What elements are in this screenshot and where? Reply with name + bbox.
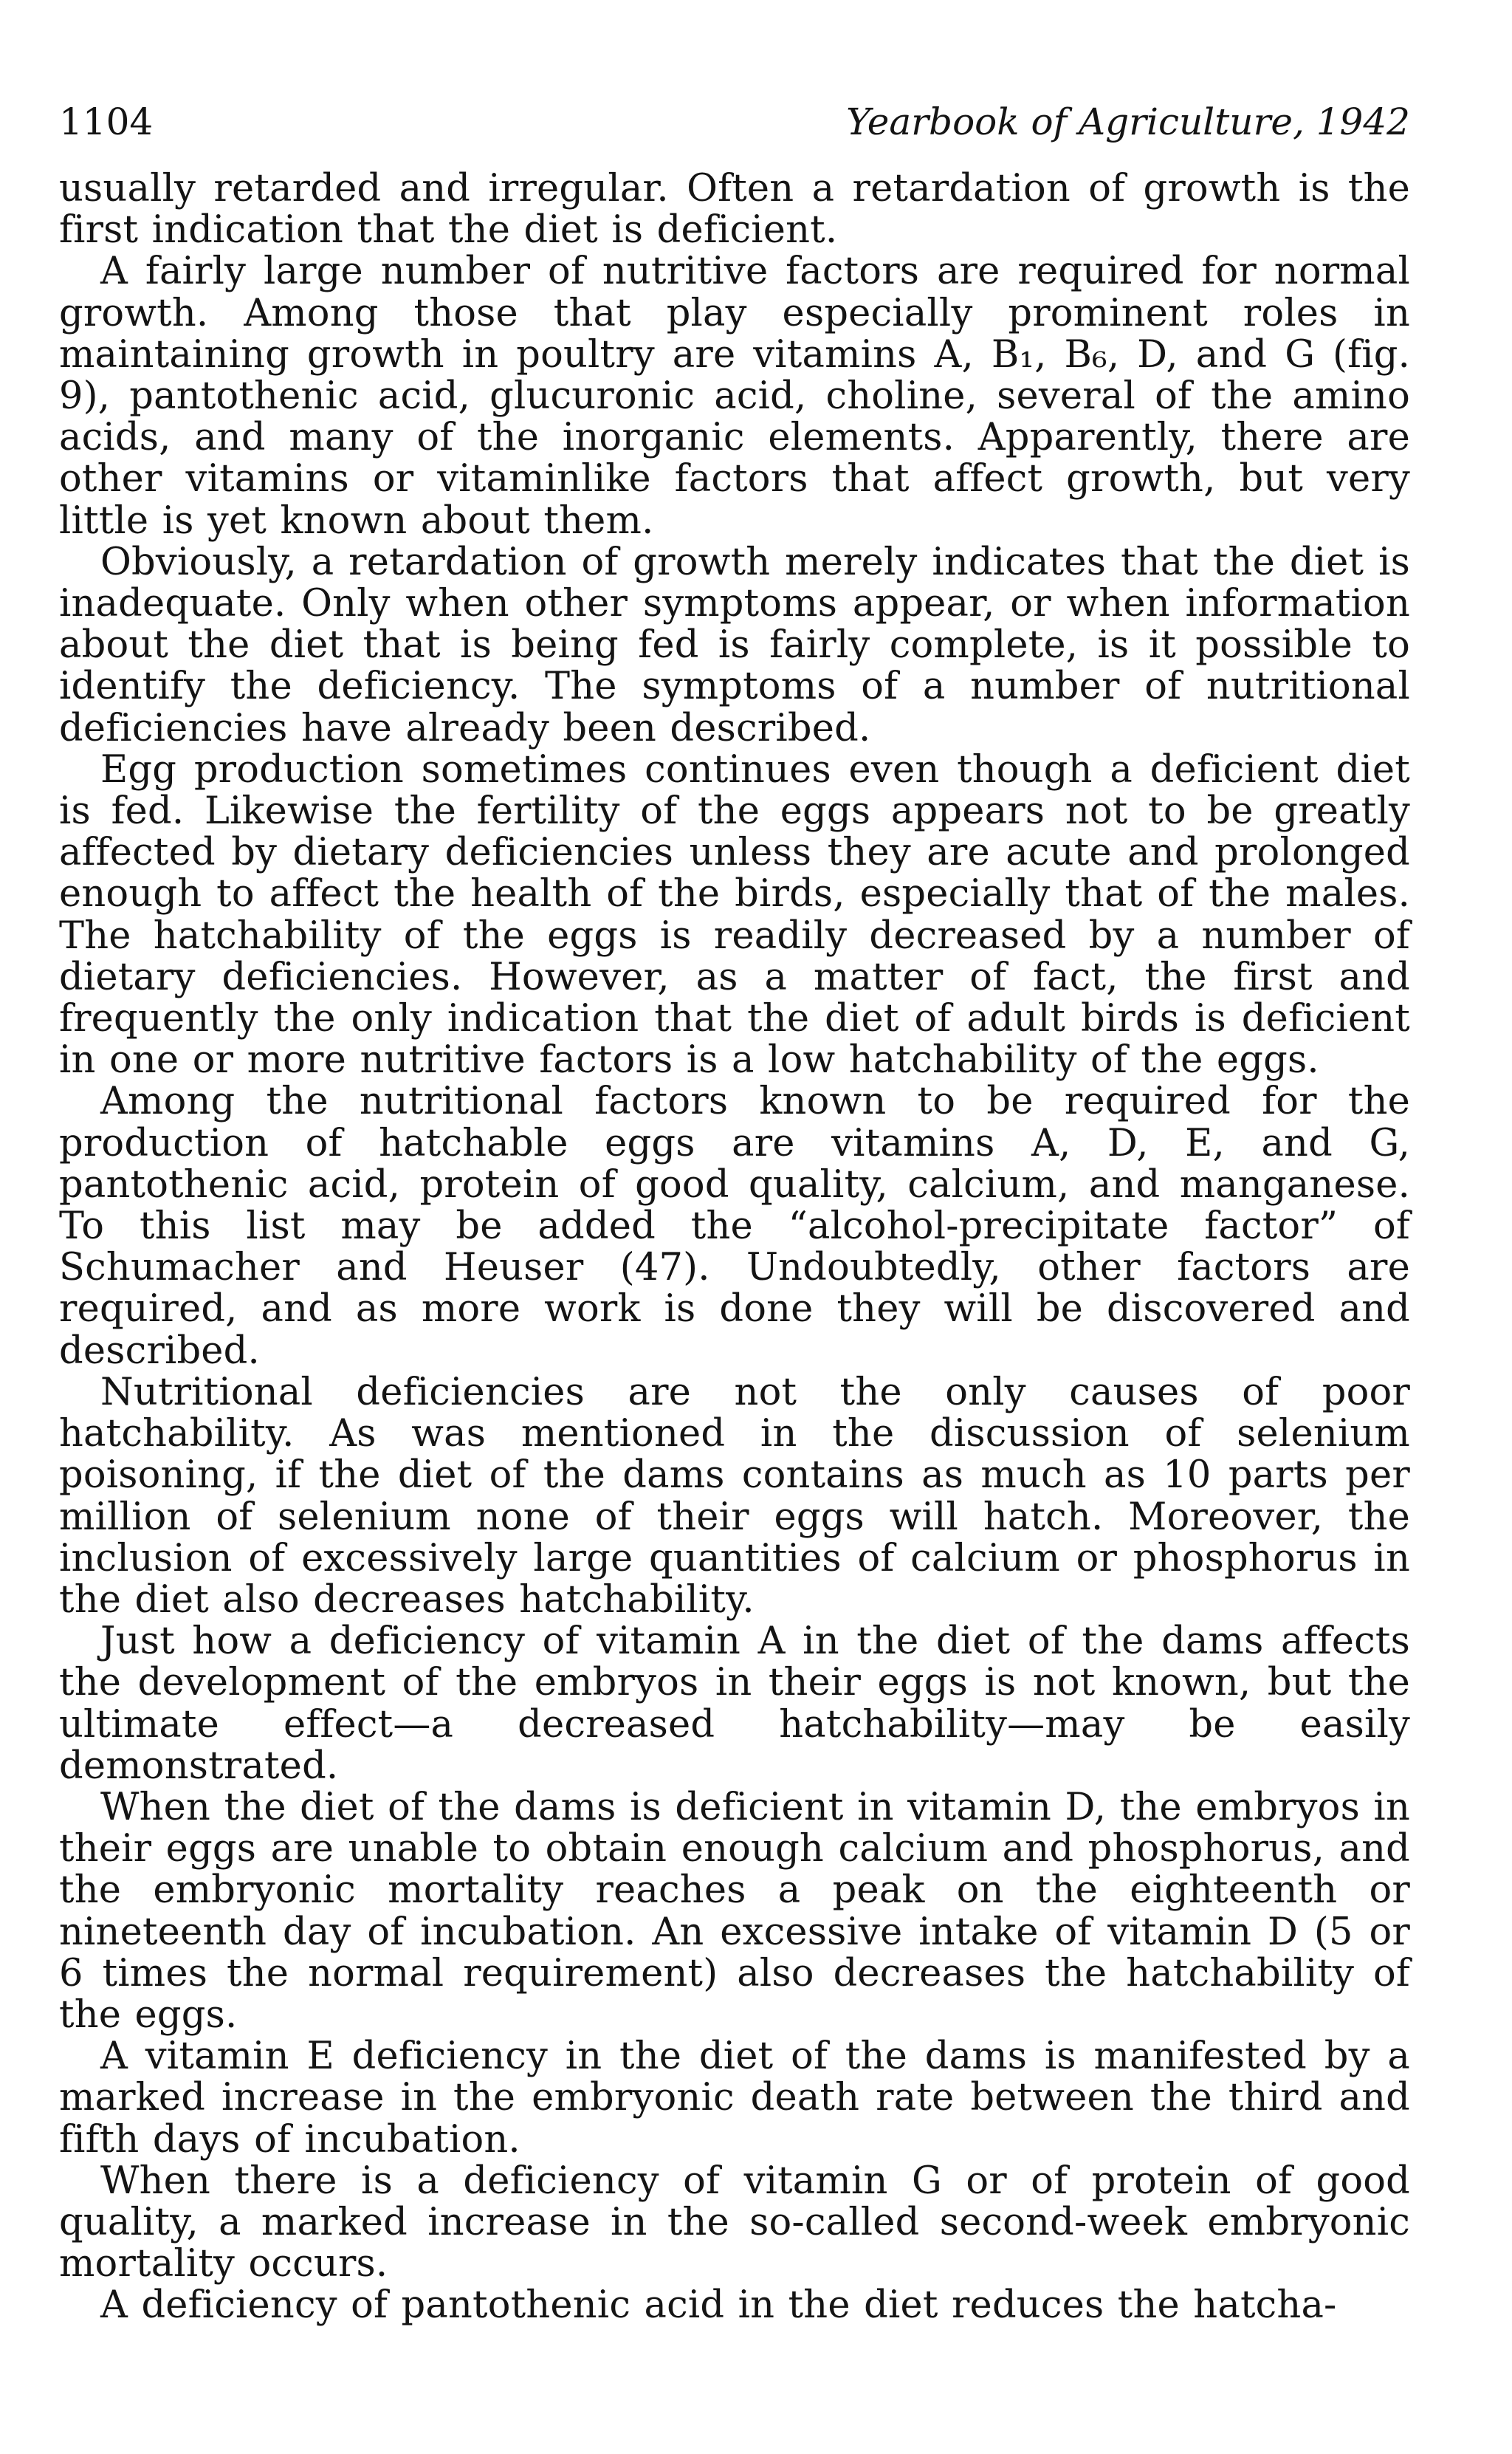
paragraph-vitamin-d: When the diet of the dams is deficient in vitamin D, the embryos in their eggs are unable to obtain enough calcium and phosphorus, and the embryonic mortality reaches a peak on the eighteenth or nineteenth day of incubation. An excessive intake of vitamin D (5 or 6 times the normal requirement) also decreases the hatchability of the eggs. (59, 1785, 1410, 2037)
paragraph-growth-retardation: usually retarded and irregular. Often a retardation of growth is the first indication that the diet is deficient. (59, 167, 1410, 253)
paragraph-pantothenic-acid: A deficiency of pantothenic acid in the diet reduces the hatcha- (100, 2283, 1337, 2328)
page-number: 1104 (59, 100, 154, 143)
paragraph-vitamin-g: When there is a deficiency of vitamin G or of protein of good quality, a marked increase in the so-called second-week embryonic mortality occurs. (59, 2159, 1410, 2286)
running-head (59, 89, 1410, 155)
paragraph-inadequate-diet: Obviously, a retardation of growth merely indicates that the diet is inadequate. Only when other symptoms appear, or when information about the diet that is being fed is fairly complete, is it possible to identify the deficiency. The symptoms of a number of nutritional deficiencies have already been described. (59, 540, 1410, 750)
paragraph-nutritive-factors: A fairly large number of nutritive factors are required for normal growth. Among those that play especially prominent roles in maintaining growth in poultry are vitamins A, B₁, B₆, D, and G (fig. 9), pantothenic acid, glucuronic acid, choline, several of the amino acids, and many of the inorganic elements. Apparently, there are other vitamins or vitaminlike factors that affect growth, but very little is yet known about them. (59, 250, 1410, 543)
running-title: Yearbook of Agriculture, 1942 (846, 100, 1410, 143)
paragraph-vitamin-e: A vitamin E deficiency in the diet of the dams is manifested by a marked increase in the embryonic death rate between the third and fifth days of incubation. (59, 2035, 1410, 2162)
paragraph-egg-production: Egg production sometimes continues even though a deficient diet is fed. Likewise the fertility of the eggs appears not to be greatly affected by dietary deficiencies unless they are acute and prolonged enough to affect the health of the birds, especially that of the males. The hatchability of the eggs is readily decreased by a number of dietary deficiencies. However, as a matter of fact, the first and frequently the only indication that the diet of adult birds is deficient in one or more nutritive factors is a low hatchability of the eggs. (59, 747, 1410, 1083)
paragraph-vitamin-a: Just how a deficiency of vitamin A in the diet of the dams affects the development of the embryos in their eggs is not known, but the ultimate effect—a decreased hatchability—may be easily demonstrated. (59, 1620, 1410, 1788)
paragraph-hatchable-eggs-factors: Among the nutritional factors known to be required for the production of hatchable eggs are vitamins A, D, E, and G, pantothenic acid, protein of good quality, calcium, and manganese. To this list may be added the “alcohol-precipitate factor” of Schumacher and Heuser (47). Undoubtedly, other factors are required, and as more work is done they will be discovered and described. (59, 1080, 1410, 1373)
body-text (59, 168, 1410, 2327)
paragraph-poor-hatchability-causes: Nutritional deficiencies are not the only causes of poor hatchability. As was mentioned in the discussion of selenium poisoning, if the diet of the dams contains as much as 10 parts per million of selenium none of their eggs will hatch. Moreover, the inclusion of excessively large quantities of calcium or phosphorus in the diet also decreases hatchability. (59, 1370, 1410, 1622)
page (59, 89, 1410, 2327)
